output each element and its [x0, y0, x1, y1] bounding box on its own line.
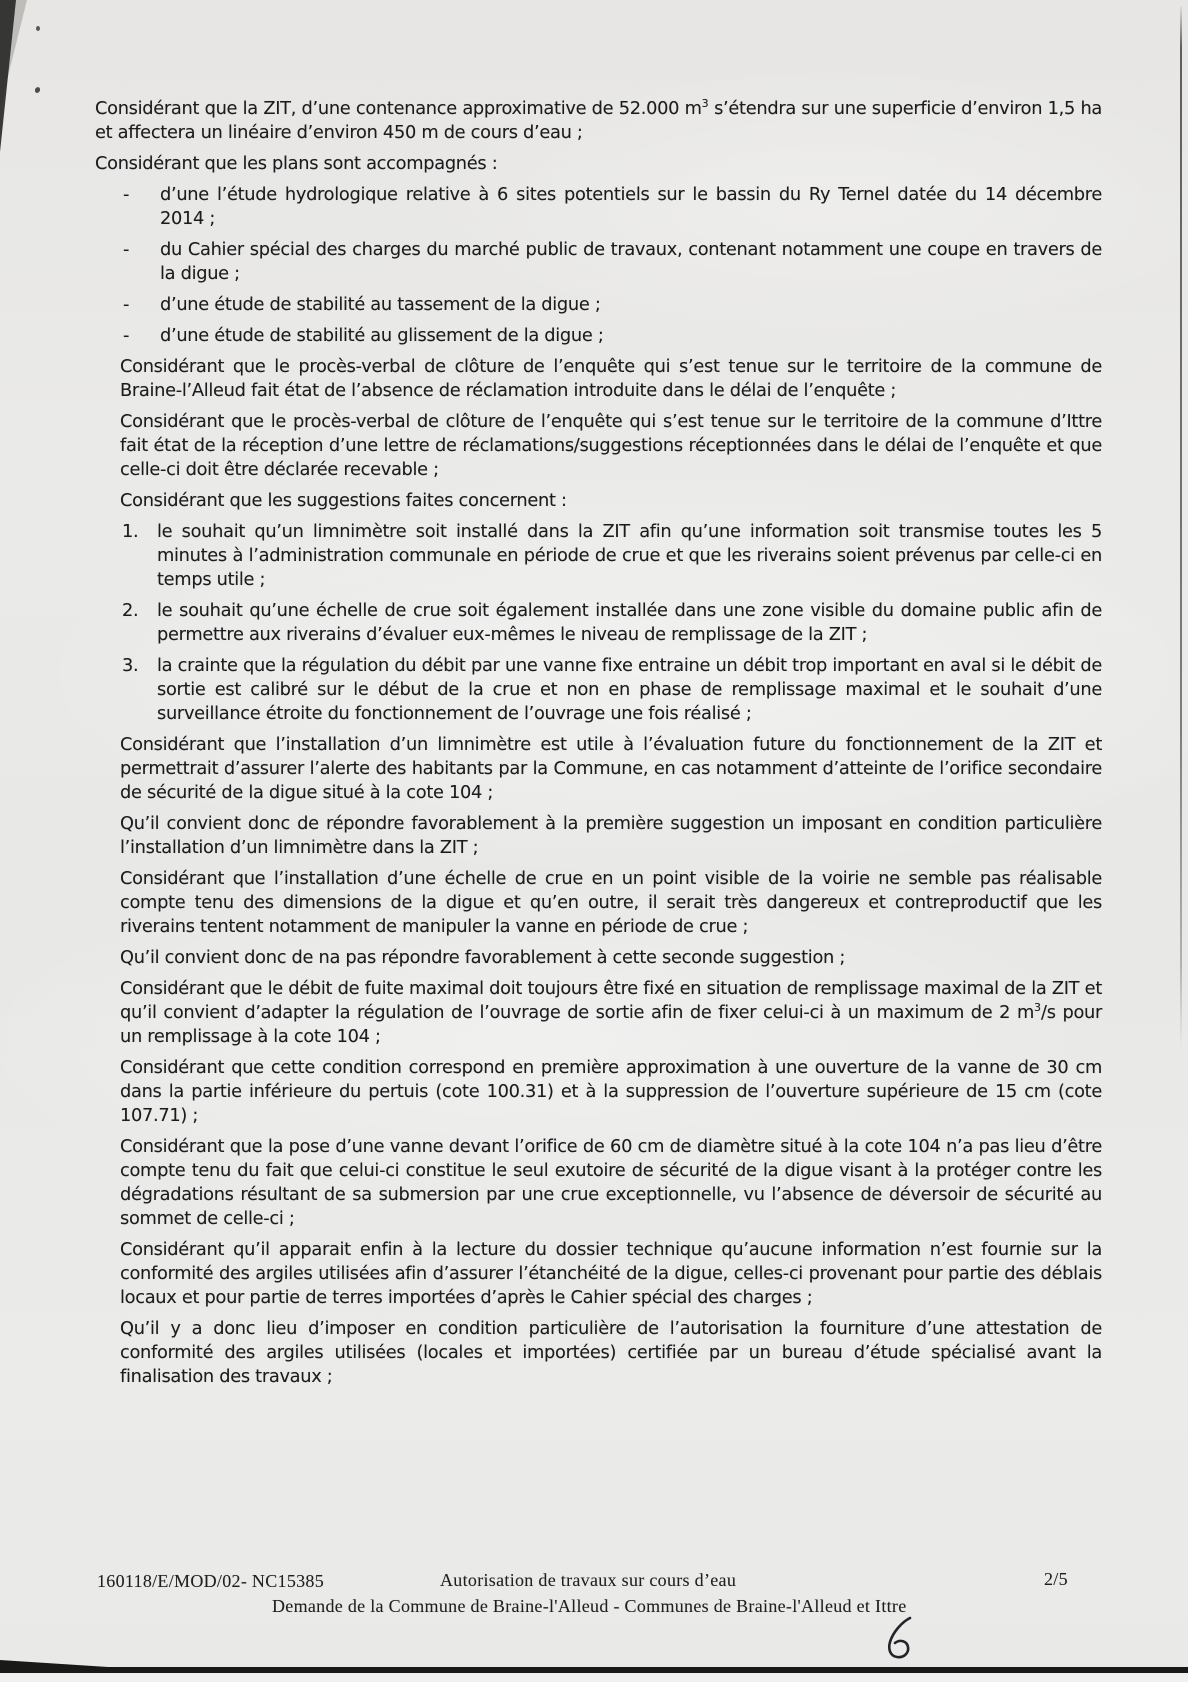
paragraph-premiere-suggestion: Qu’il convient donc de répondre favorablement à la première suggestion un imposant en condition particulière l’installation d’un limnimètre dans la ZIT ;: [120, 813, 1102, 858]
scan-artifact-vertical-line: [1180, 6, 1182, 1046]
numbered-list-item: [120, 599, 1102, 647]
paragraph-suggestions-intro: Considérant que les suggestions faites concernent :: [120, 490, 567, 511]
list-number: 3.: [122, 655, 139, 676]
paragraph-text: Considérant que la ZIT, d’une contenance approximative de 52.000 m: [95, 98, 702, 119]
paragraph-seconde-suggestion: Qu’il convient donc de na pas répondre favorablement à cette seconde suggestion ;: [120, 947, 846, 968]
paragraph-echelle-crue: Considérant que l’installation d’une échelle de crue en un point visible de la voirie ne semble pas réalisable compte tenu des dimensions de la digue et qu’en outre, il serait très dangereux et contreproductif que les riverains tentent notamment de manipuler la vanne en période de crue ;: [120, 868, 1102, 937]
list-item-text: d’une étude de stabilité au glissement de la digue ;: [160, 325, 604, 346]
footer-subtitle: Demande de la Commune de Braine-l'Alleud - Communes de Braine-l'Alleud et Ittre: [272, 1596, 907, 1616]
list-item: [95, 238, 1102, 286]
paragraph-plans-intro: Considérant que les plans sont accompagnés :: [95, 153, 498, 174]
scan-artifact-bottom-strip: [0, 1673, 1188, 1682]
scan-artifact-speck: [36, 26, 40, 31]
paragraph-text: Considérant que le débit de fuite maximal doit toujours être fixé en situation de remplissage maximal de la ZIT et qu’il convient d’adapter la régulation de l’ouvrage de sortie afin de fixer celui-ci à un maximum de 2 m: [120, 978, 1102, 1023]
considerants-section: [120, 355, 1102, 1389]
scan-artifact-page-edge-wedge: [0, 1660, 110, 1673]
paragraph-pv-braine: Considérant que le procès-verbal de clôture de l’enquête qui s’est tenue sur le territoire de la commune de Braine-l’Alleud fait état de l’absence de réclamation introduite dans le délai de l’enquête ;: [120, 356, 1102, 401]
list-item-text: la crainte que la régulation du débit par une vanne fixe entraine un débit trop important en aval si le débit de sortie est calibré sur le début de la crue et non en phase de remplissage maximal et le souhait d’une surveillance étroite du fonctionnement de l’ouvrage une fois réalisé ;: [157, 655, 1102, 724]
superscript-exponent: 3: [701, 97, 709, 111]
numbered-list-item: [120, 654, 1102, 726]
dash-bullet: -: [123, 184, 130, 205]
footer-document-title: Autorisation de travaux sur cours d’eau: [440, 1570, 737, 1590]
list-number: 2.: [122, 600, 139, 621]
paragraph-attestation: Qu’il y a donc lieu d’imposer en condition particulière de l’autorisation la fourniture d’une attestation de conformité des argiles utilisées (locales et importées) certifiée par un bureau d’étude spécialisé avant la finalisation des travaux ;: [120, 1318, 1102, 1387]
scan-artifact-speck: [34, 86, 41, 94]
superscript-exponent: 3: [1034, 1001, 1042, 1015]
list-item-text: d’une l’étude hydrologique relative à 6 sites potentiels sur le bassin du Ry Ternel datée du 14 décembre 2014 ;: [160, 184, 1102, 229]
list-item: [95, 183, 1102, 231]
list-item-text: du Cahier spécial des charges du marché public de travaux, contenant notamment une coupe en travers de la digue ;: [160, 239, 1102, 284]
dash-bullet: -: [123, 325, 130, 346]
paragraph-argiles: Considérant qu’il apparait enfin à la lecture du dossier technique qu’aucune information n’est fournie sur la conformité des argiles utilisées afin d’assurer l’étanchéité de la digue, celles-ci provenant pour partie des déblais locaux et pour partie de terres importées d’après le Cahier spécial des charges ;: [120, 1239, 1102, 1308]
handwritten-page-mark-six: [884, 1615, 916, 1661]
list-item-text: le souhait qu’un limnimètre soit installé dans la ZIT afin qu’une information soit transmise toutes les 5 minutes à l’administration communale en période de crue et que les riverains soient prévenus par celle-ci en temps utile ;: [157, 521, 1102, 590]
paragraph-text: s’étendra sur une superficie d’environ 1,5 ha et affectera un linéaire d’environ 450 m de cours d’eau ;: [95, 98, 1103, 143]
footer-reference: 160118/E/MOD/02- NC15385: [97, 1571, 325, 1591]
list-item-text: d’une étude de stabilité au tassement de la digue ;: [160, 294, 601, 315]
paragraph-limnimetre: Considérant que l’installation d’un limnimètre est utile à l’évaluation future du fonctionnement de la ZIT et permettrait d’assurer l’alerte des habitants par la Commune, en cas notamment d’atteinte de l’orifice secondaire de sécurité de la digue situé à la cote 104 ;: [120, 734, 1102, 803]
paragraph-text: /s pour un remplissage à la cote 104 ;: [120, 1002, 1103, 1047]
list-item-text: le souhait qu’une échelle de crue soit également installée dans une zone visible du domaine public afin de permettre aux riverains d’évaluer eux-mêmes le niveau de remplissage de la ZIT ;: [157, 600, 1102, 645]
dash-bullet: -: [123, 239, 130, 260]
paragraph-ouverture-vanne: Considérant que cette condition correspond en première approximation à une ouverture de la vanne de 30 cm dans la partie inférieure du pertuis (cote 100.31) et à la suppression de l’ouverture supérieure de 15 cm (cote 107.71) ;: [120, 1057, 1102, 1126]
list-item: [95, 324, 1102, 348]
footer-page-number: 2/5: [1044, 1569, 1068, 1589]
document-body: [95, 97, 1102, 1396]
dash-bullet: -: [123, 294, 130, 315]
paragraph-debit-fuite: [120, 977, 1102, 1049]
scan-artifact-page-edge: [0, 1667, 1188, 1673]
paragraph-pv-ittre: Considérant que le procès-verbal de clôture de l’enquête qui s’est tenue sur le territoire de la commune d’Ittre fait état de la réception d’une lettre de réclamations/suggestions réceptionnées dans le délai de l’enquête et que celle-ci doit être déclarée recevable ;: [120, 411, 1102, 480]
paragraph-zit-capacity: [95, 97, 1102, 145]
list-item: [95, 293, 1102, 317]
numbered-list-item: [120, 520, 1102, 592]
paragraph-pose-vanne: Considérant que la pose d’une vanne devant l’orifice de 60 cm de diamètre situé à la cote 104 n’a pas lieu d’être compte tenu du fait que celui-ci constitue le seul exutoire de sécurité de la digue visant à la protéger contre les dégradations résultant de sa submersion par une crue exceptionnelle, vu l’absence de déversoir de sécurité au sommet de celle-ci ;: [120, 1136, 1102, 1229]
list-number: 1.: [122, 521, 139, 542]
scan-artifact-corner-edge: [0, 0, 16, 152]
